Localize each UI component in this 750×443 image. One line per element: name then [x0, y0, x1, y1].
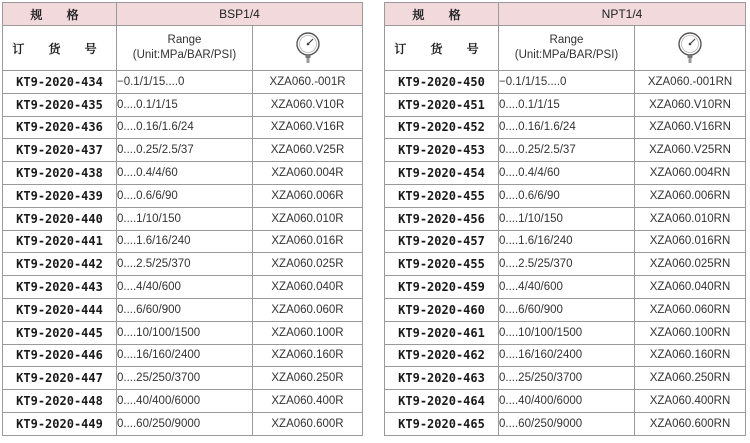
pressure-gauge-icon — [295, 31, 321, 65]
order-number-cell: KT9-2020-459 — [385, 276, 499, 299]
order-number-cell: KT9-2020-464 — [385, 390, 499, 413]
thread-type-label: NPT1/4 — [499, 3, 746, 26]
range-cell: 0....0.16/1.6/24 — [117, 116, 253, 139]
column-header-row — [385, 26, 746, 71]
part-number-cell: XZA060.600RN — [635, 412, 746, 435]
table-row — [385, 276, 746, 299]
order-number-cell: KT9-2020-442 — [3, 253, 117, 276]
table-row — [3, 367, 363, 390]
npt-spec-table — [384, 2, 746, 436]
range-header-unit: (Unit:MPa/BAR/PSI) — [132, 49, 237, 61]
table-row — [3, 412, 363, 435]
column-header-row — [3, 26, 363, 71]
range-cell: 0....60/250/9000 — [117, 412, 253, 435]
range-header-title: Range — [167, 34, 202, 46]
range-cell: 0....16/160/2400 — [117, 344, 253, 367]
order-number-cell: KT9-2020-455 — [385, 253, 499, 276]
part-number-cell: XZA060.060RN — [635, 298, 746, 321]
table-row — [3, 162, 363, 185]
range-cell: 0....1/10/150 — [499, 207, 635, 230]
part-number-cell: XZA060.004RN — [635, 162, 746, 185]
table-row — [385, 367, 746, 390]
range-cell: 0....1.6/16/240 — [117, 230, 253, 253]
table-row — [3, 93, 363, 116]
order-number-cell: KT9-2020-455 — [385, 184, 499, 207]
table-row — [3, 71, 363, 94]
table-row — [3, 321, 363, 344]
spec-label: 规 格 — [385, 3, 499, 26]
part-number-cell: XZA060.016R — [253, 230, 363, 253]
part-number-cell: XZA060.V16RN — [635, 116, 746, 139]
part-number-cell: XZA060.V10R — [253, 93, 363, 116]
range-cell: 0....0.1/1/15 — [117, 93, 253, 116]
part-number-cell: XZA060.600R — [253, 412, 363, 435]
table-row — [385, 321, 746, 344]
order-number-cell: KT9-2020-443 — [3, 276, 117, 299]
table-row — [3, 276, 363, 299]
range-cell: 0....10/100/1500 — [117, 321, 253, 344]
part-number-cell: XZA060.040RN — [635, 276, 746, 299]
table-row — [3, 344, 363, 367]
order-number-cell: KT9-2020-434 — [3, 71, 117, 94]
part-number-cell: XZA060.250R — [253, 367, 363, 390]
part-number-cell: XZA060.-001RN — [635, 71, 746, 94]
table-row — [3, 139, 363, 162]
order-number-cell: KT9-2020-444 — [3, 298, 117, 321]
range-cell: 0....0.4/4/60 — [117, 162, 253, 185]
table-row — [385, 116, 746, 139]
range-cell: 0....4/40/600 — [117, 276, 253, 299]
range-cell: 0....4/40/600 — [499, 276, 635, 299]
range-cell: 0....2.5/25/370 — [499, 253, 635, 276]
bsp-spec-table — [2, 2, 363, 436]
order-number-header: 订 货 号 — [3, 26, 117, 71]
order-number-cell: KT9-2020-457 — [385, 230, 499, 253]
order-number-cell: KT9-2020-445 — [3, 321, 117, 344]
order-number-cell: KT9-2020-462 — [385, 344, 499, 367]
range-cell: 0....0.16/1.6/24 — [499, 116, 635, 139]
order-number-cell: KT9-2020-465 — [385, 412, 499, 435]
table-row — [385, 139, 746, 162]
range-cell: 0....25/250/3700 — [499, 367, 635, 390]
table-row — [3, 207, 363, 230]
range-cell: 0....25/250/3700 — [117, 367, 253, 390]
order-number-cell: KT9-2020-463 — [385, 367, 499, 390]
order-number-cell: KT9-2020-440 — [3, 207, 117, 230]
range-cell: 0....40/400/6000 — [117, 390, 253, 413]
range-cell: 0....1.6/16/240 — [499, 230, 635, 253]
part-number-cell: XZA060.010R — [253, 207, 363, 230]
range-cell: 0....0.25/2.5/37 — [499, 139, 635, 162]
thread-type-label: BSP1/4 — [117, 3, 363, 26]
order-number-cell: KT9-2020-451 — [385, 93, 499, 116]
order-number-cell: KT9-2020-453 — [385, 139, 499, 162]
table-row — [3, 390, 363, 413]
part-number-cell: XZA060.250RN — [635, 367, 746, 390]
order-number-cell: KT9-2020-447 — [3, 367, 117, 390]
order-number-cell: KT9-2020-435 — [3, 93, 117, 116]
range-cell: 0....16/160/2400 — [499, 344, 635, 367]
range-header — [117, 26, 253, 71]
range-cell: 0....60/250/9000 — [499, 412, 635, 435]
part-number-cell: XZA060.010RN — [635, 207, 746, 230]
gauge-header — [635, 26, 746, 71]
range-cell: 0....40/400/6000 — [499, 390, 635, 413]
order-number-cell: KT9-2020-436 — [3, 116, 117, 139]
order-number-cell: KT9-2020-441 — [3, 230, 117, 253]
table-row — [385, 71, 746, 94]
order-number-cell: KT9-2020-450 — [385, 71, 499, 94]
order-number-cell: KT9-2020-460 — [385, 298, 499, 321]
range-cell: 0....6/60/900 — [499, 298, 635, 321]
part-number-cell: XZA060.006R — [253, 184, 363, 207]
range-cell: 0....0.25/2.5/37 — [117, 139, 253, 162]
order-number-header: 订 货 号 — [385, 26, 499, 71]
part-number-cell: XZA060.400R — [253, 390, 363, 413]
table-header-row — [3, 3, 363, 26]
part-number-cell: XZA060.100RN — [635, 321, 746, 344]
part-number-cell: XZA060.100R — [253, 321, 363, 344]
table-row — [385, 253, 746, 276]
table-row — [3, 298, 363, 321]
order-number-cell: KT9-2020-452 — [385, 116, 499, 139]
range-cell: −0.1/1/15....0 — [499, 71, 635, 94]
part-number-cell: XZA060.016RN — [635, 230, 746, 253]
part-number-cell: XZA060.160RN — [635, 344, 746, 367]
part-number-cell: XZA060.V16R — [253, 116, 363, 139]
part-number-cell: XZA060.006RN — [635, 184, 746, 207]
table-header-row — [385, 3, 746, 26]
order-number-cell: KT9-2020-437 — [3, 139, 117, 162]
part-number-cell: XZA060.040R — [253, 276, 363, 299]
pressure-gauge-icon — [677, 31, 703, 65]
table-row — [3, 230, 363, 253]
npt-spec-table-body — [385, 3, 746, 436]
range-cell: 0....0.6/6/90 — [499, 184, 635, 207]
table-row — [385, 207, 746, 230]
part-number-cell: XZA060.060R — [253, 298, 363, 321]
part-number-cell: XZA060.160R — [253, 344, 363, 367]
order-number-cell: KT9-2020-461 — [385, 321, 499, 344]
bsp-spec-table-body — [3, 3, 363, 436]
range-cell: 0....6/60/900 — [117, 298, 253, 321]
part-number-cell: XZA060.004R — [253, 162, 363, 185]
table-row — [385, 230, 746, 253]
part-number-cell: XZA060.400RN — [635, 390, 746, 413]
part-number-cell: XZA060.V25RN — [635, 139, 746, 162]
part-number-cell: XZA060.025R — [253, 253, 363, 276]
table-row — [3, 116, 363, 139]
order-number-cell: KT9-2020-449 — [3, 412, 117, 435]
part-number-cell: XZA060.-001R — [253, 71, 363, 94]
order-number-cell: KT9-2020-446 — [3, 344, 117, 367]
part-number-cell: XZA060.V10RN — [635, 93, 746, 116]
range-header — [499, 26, 635, 71]
order-number-cell: KT9-2020-439 — [3, 184, 117, 207]
table-row — [385, 184, 746, 207]
table-row — [385, 412, 746, 435]
range-cell: 0....2.5/25/370 — [117, 253, 253, 276]
spec-label: 规 格 — [3, 3, 117, 26]
range-header-title: Range — [549, 34, 584, 46]
table-row — [385, 344, 746, 367]
table-row — [385, 93, 746, 116]
gauge-header — [253, 26, 363, 71]
table-row — [385, 298, 746, 321]
table-row — [385, 390, 746, 413]
table-row — [3, 184, 363, 207]
range-cell: 0....1/10/150 — [117, 207, 253, 230]
range-cell: 0....10/100/1500 — [499, 321, 635, 344]
part-number-cell: XZA060.V25R — [253, 139, 363, 162]
order-number-cell: KT9-2020-438 — [3, 162, 117, 185]
range-cell: 0....0.4/4/60 — [499, 162, 635, 185]
table-row — [3, 253, 363, 276]
range-cell: 0....0.6/6/90 — [117, 184, 253, 207]
table-row — [385, 162, 746, 185]
part-number-cell: XZA060.025RN — [635, 253, 746, 276]
range-header-unit: (Unit:MPa/BAR/PSI) — [514, 49, 619, 61]
range-cell: −0.1/1/15....0 — [117, 71, 253, 94]
order-number-cell: KT9-2020-456 — [385, 207, 499, 230]
order-number-cell: KT9-2020-448 — [3, 390, 117, 413]
order-number-cell: KT9-2020-454 — [385, 162, 499, 185]
range-cell: 0....0.1/1/15 — [499, 93, 635, 116]
